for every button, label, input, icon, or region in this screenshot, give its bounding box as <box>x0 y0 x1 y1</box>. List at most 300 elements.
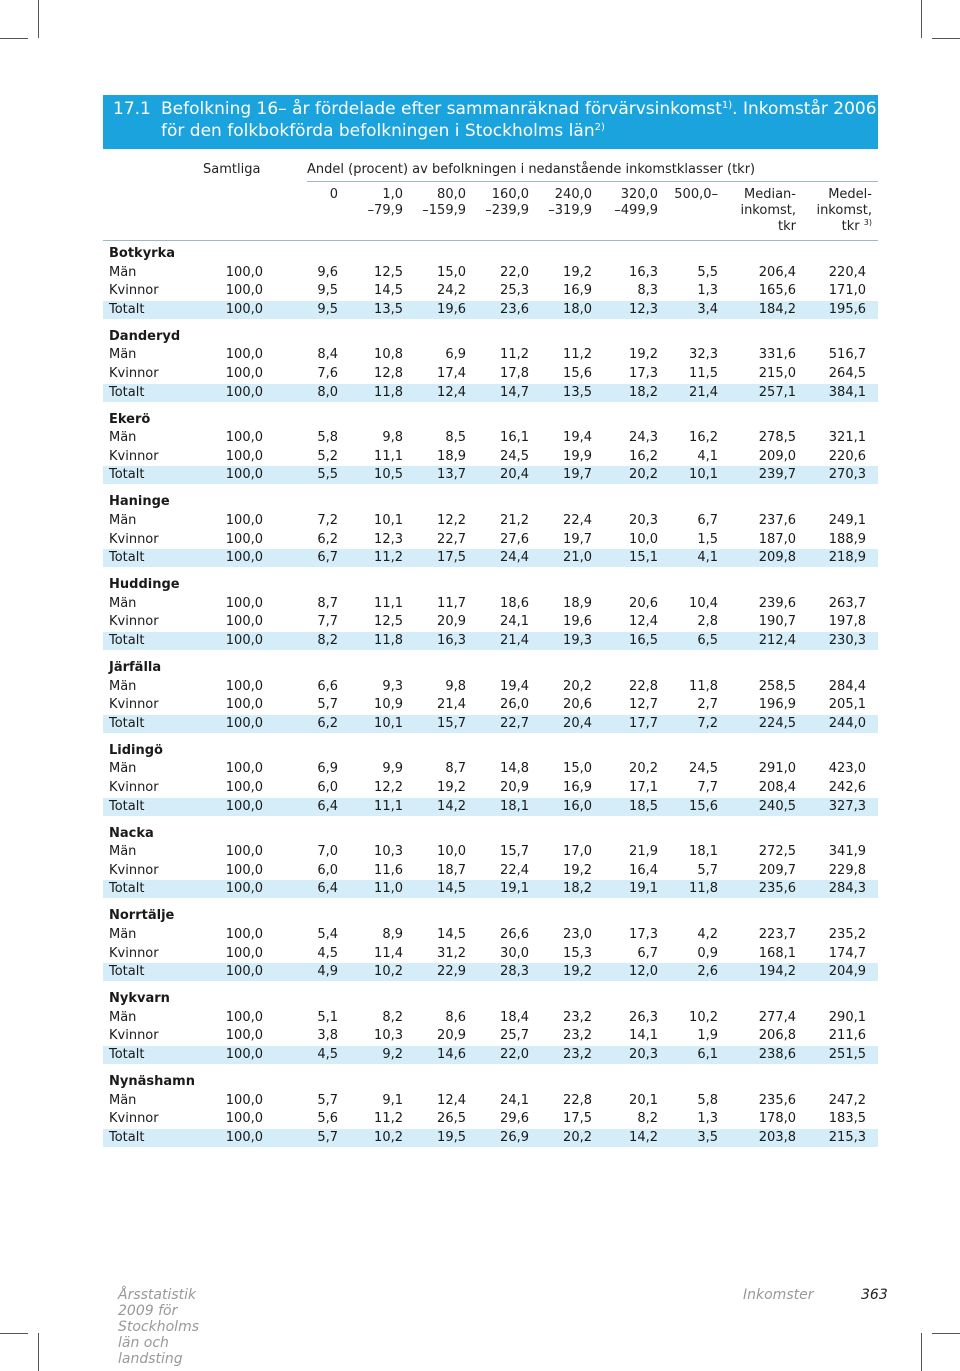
crop-mark <box>932 38 960 39</box>
table-row <box>103 365 878 383</box>
column-header-line: 320,0 <box>620 187 658 202</box>
table-cell: 341,9 <box>828 844 866 860</box>
table-cell: 100,0 <box>225 366 263 381</box>
table-cell: 218,9 <box>828 550 866 566</box>
table-cell: 17,7 <box>629 715 658 731</box>
column-header <box>740 187 796 235</box>
table-row <box>103 843 878 861</box>
table-cell: 211,6 <box>828 1028 866 1044</box>
table-cell: 8,2 <box>637 1111 658 1127</box>
row-label: Män <box>109 678 137 694</box>
row-label: Kvinnor <box>109 697 159 713</box>
table-cell: 18,6 <box>500 595 529 611</box>
table-row <box>103 264 878 282</box>
table-cell: 9,8 <box>382 430 403 446</box>
table-cell: 3,4 <box>697 301 718 317</box>
municipality-heading: Haninge <box>109 494 170 510</box>
row-label: Kvinnor <box>109 1111 159 1127</box>
table-cell: 22,4 <box>563 513 592 528</box>
table-cell: 174,7 <box>828 945 866 961</box>
table-cell: 190,7 <box>758 614 796 630</box>
column-header-text: tkr <box>841 219 860 234</box>
column-header-line <box>674 203 718 219</box>
table-cell: 4,9 <box>317 964 338 980</box>
table-cell: 21,9 <box>629 844 658 860</box>
table-cell: 14,2 <box>437 798 466 814</box>
column-header <box>330 187 338 235</box>
table-cell: 4,1 <box>697 550 718 566</box>
table-cell: 100,0 <box>225 384 263 400</box>
row-label: Män <box>109 1009 137 1025</box>
column-header <box>368 187 403 235</box>
table-cell: 204,9 <box>828 964 866 980</box>
table-cell: 24,5 <box>500 448 529 464</box>
table-cell: 8,9 <box>382 927 403 942</box>
table-cell: 24,4 <box>500 550 529 566</box>
header-rule <box>307 181 878 182</box>
row-label: Kvinnor <box>109 945 159 961</box>
table-row <box>103 696 878 714</box>
table-cell: 22,4 <box>500 862 529 878</box>
table-cell: 12,8 <box>374 366 403 381</box>
table-cell: 10,0 <box>629 531 658 547</box>
table-cell: 8,3 <box>637 283 658 299</box>
table-cell: 100,0 <box>225 964 263 980</box>
table-row <box>103 301 878 319</box>
column-header-line <box>368 219 403 235</box>
table-cell: 4,5 <box>317 945 338 961</box>
table-cell: 16,5 <box>629 633 658 648</box>
title-text: Befolkning 16– år fördelade efter sammanräknad förvärvsinkomst <box>161 99 722 119</box>
table-cell: 10,4 <box>689 595 718 611</box>
table-cell: 19,7 <box>563 467 592 483</box>
table-cell: 235,6 <box>758 1092 796 1108</box>
table-cell: 12,4 <box>437 384 466 400</box>
table-cell: 100,0 <box>225 430 263 446</box>
footnote-ref: 1) <box>721 100 733 111</box>
table-cell: 220,6 <box>828 448 866 464</box>
table-cell: 12,3 <box>374 531 403 547</box>
table-cell: 20,2 <box>563 678 592 694</box>
table-cell: 24,3 <box>629 430 658 446</box>
table-cell: 100,0 <box>225 678 263 694</box>
table-cell: 516,7 <box>828 347 866 363</box>
crop-mark <box>921 0 922 38</box>
column-header-line: –319,9 <box>548 203 592 218</box>
table-cell: 239,6 <box>758 595 796 611</box>
table-cell: 249,1 <box>828 513 866 528</box>
column-header-line: –159,9 <box>422 203 466 218</box>
table-cell: 21,4 <box>500 633 529 648</box>
table-cell: 247,2 <box>828 1092 866 1108</box>
row-label: Män <box>109 430 137 446</box>
table-cell: 10,0 <box>437 844 466 860</box>
table-cell: 16,4 <box>629 862 658 878</box>
table-cell: 220,4 <box>828 264 866 280</box>
table-cell: 6,9 <box>317 761 338 777</box>
table-cell: 19,1 <box>629 881 658 897</box>
table-cell: 242,6 <box>828 780 866 795</box>
table-cell: 6,5 <box>697 633 718 648</box>
table-cell: 16,3 <box>629 264 658 280</box>
row-label: Totalt <box>109 964 145 980</box>
table-cell: 1,3 <box>697 1111 718 1127</box>
table-cell: 235,2 <box>828 927 866 942</box>
table-cell: 100,0 <box>225 448 263 464</box>
crop-mark <box>0 1333 28 1334</box>
table-cell: 11,8 <box>689 881 718 897</box>
table-cell: 171,0 <box>828 283 866 299</box>
table-cell: 10,8 <box>374 347 403 363</box>
column-header-line <box>816 219 872 235</box>
table-cell: 17,5 <box>437 550 466 566</box>
row-label: Totalt <box>109 715 145 731</box>
footnote-ref: 3) <box>863 218 872 227</box>
table-cell: 7,7 <box>317 614 338 630</box>
column-header-line <box>614 219 658 235</box>
table-cell: 284,4 <box>828 678 866 694</box>
table-cell: 15,7 <box>500 844 529 860</box>
table-cell: 17,0 <box>563 844 592 860</box>
table-cell: 2,7 <box>697 697 718 713</box>
table-cell: 20,9 <box>437 1028 466 1044</box>
crop-mark <box>38 1333 39 1371</box>
table-cell: 5,5 <box>317 467 338 483</box>
table-cell: 27,6 <box>500 531 529 547</box>
table-cell: 19,2 <box>563 964 592 980</box>
table-cell: 100,0 <box>225 301 263 317</box>
table-cell: 11,7 <box>437 595 466 611</box>
table-cell: 10,1 <box>689 467 718 483</box>
row-label: Kvinnor <box>109 862 159 878</box>
table-cell: 237,6 <box>758 513 796 528</box>
table-cell: 10,1 <box>374 513 403 528</box>
table-cell: 423,0 <box>828 761 866 777</box>
table-cell: 24,1 <box>500 614 529 630</box>
table-cell: 19,6 <box>563 614 592 630</box>
table-cell: 13,5 <box>563 384 592 400</box>
table-cell: 17,3 <box>629 927 658 942</box>
column-header-line: 1,0 <box>382 187 403 202</box>
row-label: Män <box>109 844 137 860</box>
table-cell: 13,7 <box>437 467 466 483</box>
row-label: Totalt <box>109 301 145 317</box>
table-cell: 100,0 <box>225 780 263 795</box>
table-cell: 15,6 <box>563 366 592 381</box>
table-cell: 14,7 <box>500 384 529 400</box>
municipality-heading: Danderyd <box>109 328 181 344</box>
table-cell: 18,4 <box>500 1009 529 1025</box>
table-cell: 223,7 <box>758 927 796 942</box>
table-cell: 4,1 <box>697 448 718 464</box>
table-cell: 22,7 <box>437 531 466 547</box>
table-number: 17.1 <box>113 99 151 119</box>
table-cell: 100,0 <box>225 264 263 280</box>
table-cell: 19,7 <box>563 531 592 547</box>
table-cell: 10,1 <box>374 715 403 731</box>
table-cell: 272,5 <box>758 844 796 860</box>
table-cell: 12,5 <box>374 614 403 630</box>
column-header-line: tkr <box>778 219 796 234</box>
table-cell: 19,4 <box>500 678 529 694</box>
table-cell: 12,5 <box>374 264 403 280</box>
row-label: Kvinnor <box>109 283 159 299</box>
table-cell: 11,6 <box>374 862 403 878</box>
header-andel: Andel (procent) av befolkningen i nedanstående inkomstklasser (tkr) <box>307 162 756 177</box>
table-cell: 9,6 <box>317 264 338 280</box>
table-row <box>103 1110 878 1128</box>
table-cell: 16,1 <box>500 430 529 446</box>
column-header-line: 0 <box>329 187 338 202</box>
table-cell: 100,0 <box>225 531 263 547</box>
table-cell: 100,0 <box>225 347 263 363</box>
table-cell: 235,6 <box>758 881 796 897</box>
table-cell: 22,7 <box>500 715 529 731</box>
column-header <box>548 187 592 235</box>
row-label: Män <box>109 595 137 611</box>
row-label: Män <box>109 347 137 363</box>
municipality-heading: Botkyrka <box>109 246 176 261</box>
table-cell: 25,7 <box>500 1028 529 1044</box>
table-cell: 16,9 <box>563 283 592 299</box>
table-cell: 20,1 <box>629 1092 658 1108</box>
row-label: Män <box>109 761 137 777</box>
page-number: 363 <box>861 1287 888 1303</box>
table-cell: 21,0 <box>563 550 592 566</box>
table-cell: 11,8 <box>374 384 403 400</box>
table-row <box>103 346 878 364</box>
table-cell: 238,6 <box>758 1047 796 1062</box>
table-cell: 23,0 <box>563 927 592 942</box>
column-header-line <box>485 219 529 235</box>
column-header-line <box>674 219 718 235</box>
table-cell: 16,3 <box>437 633 466 648</box>
table-cell: 26,6 <box>500 927 529 942</box>
table-row <box>103 1046 878 1064</box>
table-cell: 12,3 <box>629 301 658 317</box>
table-cell: 5,7 <box>697 862 718 878</box>
table-row <box>103 448 878 466</box>
table-cell: 5,4 <box>317 927 338 942</box>
table-cell: 19,3 <box>563 633 592 648</box>
table-cell: 11,2 <box>500 347 529 363</box>
table-cell: 229,8 <box>828 862 866 878</box>
crop-mark <box>38 0 39 38</box>
table-cell: 10,3 <box>374 1028 403 1044</box>
table-title <box>103 95 878 149</box>
table-cell: 30,0 <box>500 945 529 961</box>
table-cell: 4,5 <box>317 1047 338 1062</box>
table-row <box>103 282 878 300</box>
table-cell: 16,2 <box>689 430 718 446</box>
table-cell: 10,2 <box>689 1009 718 1025</box>
table-cell: 8,5 <box>445 430 466 446</box>
table-cell: 6,0 <box>317 780 338 795</box>
table-row <box>103 798 878 816</box>
table-cell: 100,0 <box>225 798 263 814</box>
table-cell: 22,0 <box>500 264 529 280</box>
row-label: Totalt <box>109 467 145 483</box>
table-cell: 264,5 <box>828 366 866 381</box>
table-cell: 100,0 <box>225 633 263 648</box>
table-cell: 11,2 <box>374 550 403 566</box>
municipality-heading: Nacka <box>109 825 154 841</box>
table-cell: 31,2 <box>437 945 466 961</box>
table-cell: 9,9 <box>382 761 403 777</box>
table-row <box>103 1129 878 1147</box>
table-cell: 19,4 <box>563 430 592 446</box>
row-label: Totalt <box>109 384 145 400</box>
table-cell: 178,0 <box>758 1111 796 1127</box>
table-row <box>103 613 878 631</box>
table-cell: 2,6 <box>697 964 718 980</box>
table-cell: 3,5 <box>697 1129 718 1145</box>
table-row <box>103 926 878 944</box>
table-cell: 20,2 <box>629 761 658 777</box>
table-row <box>103 429 878 447</box>
table-row <box>103 760 878 778</box>
column-header-line <box>548 219 592 235</box>
table-row <box>103 945 878 963</box>
crop-mark <box>921 1333 922 1371</box>
table-cell: 11,2 <box>374 1111 403 1127</box>
table-cell: 16,9 <box>563 780 592 795</box>
table-cell: 6,4 <box>317 881 338 897</box>
table-cell: 18,2 <box>629 384 658 400</box>
table-cell: 209,0 <box>758 448 796 464</box>
row-label: Kvinnor <box>109 531 159 547</box>
table-cell: 187,0 <box>758 531 796 547</box>
table-cell: 1,5 <box>697 531 718 547</box>
table-cell: 24,2 <box>437 283 466 299</box>
table-cell: 19,9 <box>563 448 592 464</box>
table-cell: 100,0 <box>225 550 263 566</box>
table-cell: 244,0 <box>828 715 866 731</box>
table-cell: 13,5 <box>374 301 403 317</box>
column-header <box>614 187 658 235</box>
table-cell: 284,3 <box>828 881 866 897</box>
table-cell: 5,7 <box>317 1092 338 1108</box>
column-header-line: Median- <box>744 187 796 202</box>
table-cell: 9,2 <box>382 1047 403 1062</box>
table-cell: 258,5 <box>758 678 796 694</box>
table-cell: 18,1 <box>689 844 718 860</box>
crop-mark <box>0 38 28 39</box>
table-cell: 23,2 <box>563 1028 592 1044</box>
table-cell: 196,9 <box>758 697 796 713</box>
column-header-line: Medel- <box>828 187 872 202</box>
table-cell: 9,5 <box>317 301 338 317</box>
table-cell: 100,0 <box>225 881 263 897</box>
table-cell: 100,0 <box>225 945 263 961</box>
table-cell: 100,0 <box>225 1009 263 1025</box>
table-cell: 20,6 <box>629 595 658 611</box>
table-cell: 25,3 <box>500 283 529 299</box>
table-cell: 100,0 <box>225 513 263 528</box>
table-cell: 6,4 <box>317 798 338 814</box>
table-cell: 0,9 <box>697 945 718 961</box>
table-cell: 18,9 <box>437 448 466 464</box>
column-header-line: inkomst, <box>740 203 796 218</box>
table-cell: 10,2 <box>374 964 403 980</box>
table-cell: 15,7 <box>437 715 466 731</box>
column-header <box>422 187 466 235</box>
table-cell: 11,4 <box>374 945 403 961</box>
municipality-heading: Lidingö <box>109 742 163 758</box>
column-header-line: 500,0– <box>674 187 718 202</box>
table-cell: 100,0 <box>225 761 263 777</box>
table-cell: 2,8 <box>697 614 718 630</box>
table-cell: 19,2 <box>437 780 466 795</box>
table-cell: 12,7 <box>629 697 658 713</box>
table-cell: 5,2 <box>317 448 338 464</box>
title-line-1 <box>161 99 877 120</box>
table-cell: 18,1 <box>500 798 529 814</box>
footer-publication: Årsstatistik 2009 för Stockholms län och landsting <box>118 1287 200 1367</box>
table-cell: 26,5 <box>437 1111 466 1127</box>
row-label: Kvinnor <box>109 366 159 381</box>
table-cell: 239,7 <box>758 467 796 483</box>
table-cell: 206,4 <box>758 264 796 280</box>
table-cell: 22,8 <box>563 1092 592 1108</box>
table-cell: 12,2 <box>437 513 466 528</box>
table-cell: 23,6 <box>500 301 529 317</box>
table-cell: 100,0 <box>225 927 263 942</box>
table-cell: 100,0 <box>225 1111 263 1127</box>
table-cell: 10,3 <box>374 844 403 860</box>
table-cell: 14,5 <box>374 283 403 299</box>
table-cell: 12,4 <box>629 614 658 630</box>
header-samtliga: Samtliga <box>203 162 261 177</box>
table-cell: 20,6 <box>563 697 592 713</box>
crop-mark <box>932 1333 960 1334</box>
table-cell: 14,5 <box>437 927 466 942</box>
table-row <box>103 632 878 650</box>
table-cell: 100,0 <box>225 467 263 483</box>
table-cell: 100,0 <box>225 697 263 713</box>
table-cell: 17,4 <box>437 366 466 381</box>
row-label: Kvinnor <box>109 448 159 464</box>
table-cell: 6,6 <box>317 678 338 694</box>
table-cell: 8,4 <box>317 347 338 363</box>
table-cell: 6,2 <box>317 715 338 731</box>
column-header <box>816 187 872 235</box>
table-cell: 8,2 <box>317 633 338 648</box>
table-cell: 15,0 <box>437 264 466 280</box>
row-label: Män <box>109 513 137 528</box>
table-cell: 165,6 <box>758 283 796 299</box>
table-cell: 15,3 <box>563 945 592 961</box>
table-cell: 22,0 <box>500 1047 529 1062</box>
column-header-line: 80,0 <box>437 187 466 202</box>
table-row <box>103 466 878 484</box>
table-cell: 21,4 <box>437 697 466 713</box>
table-cell: 16,2 <box>629 448 658 464</box>
table-cell: 6,1 <box>697 1047 718 1062</box>
table-row <box>103 531 878 549</box>
municipality-heading: Huddinge <box>109 577 180 593</box>
table-cell: 19,2 <box>629 347 658 363</box>
table-cell: 100,0 <box>225 1028 263 1044</box>
table-cell: 9,5 <box>317 283 338 299</box>
title-line-2 <box>161 121 605 142</box>
table-cell: 19,6 <box>437 301 466 317</box>
table-cell: 5,8 <box>697 1092 718 1108</box>
column-header-line: 160,0 <box>491 187 529 202</box>
table-cell: 5,6 <box>317 1111 338 1127</box>
table-cell: 197,8 <box>828 614 866 630</box>
table-cell: 11,1 <box>374 448 403 464</box>
